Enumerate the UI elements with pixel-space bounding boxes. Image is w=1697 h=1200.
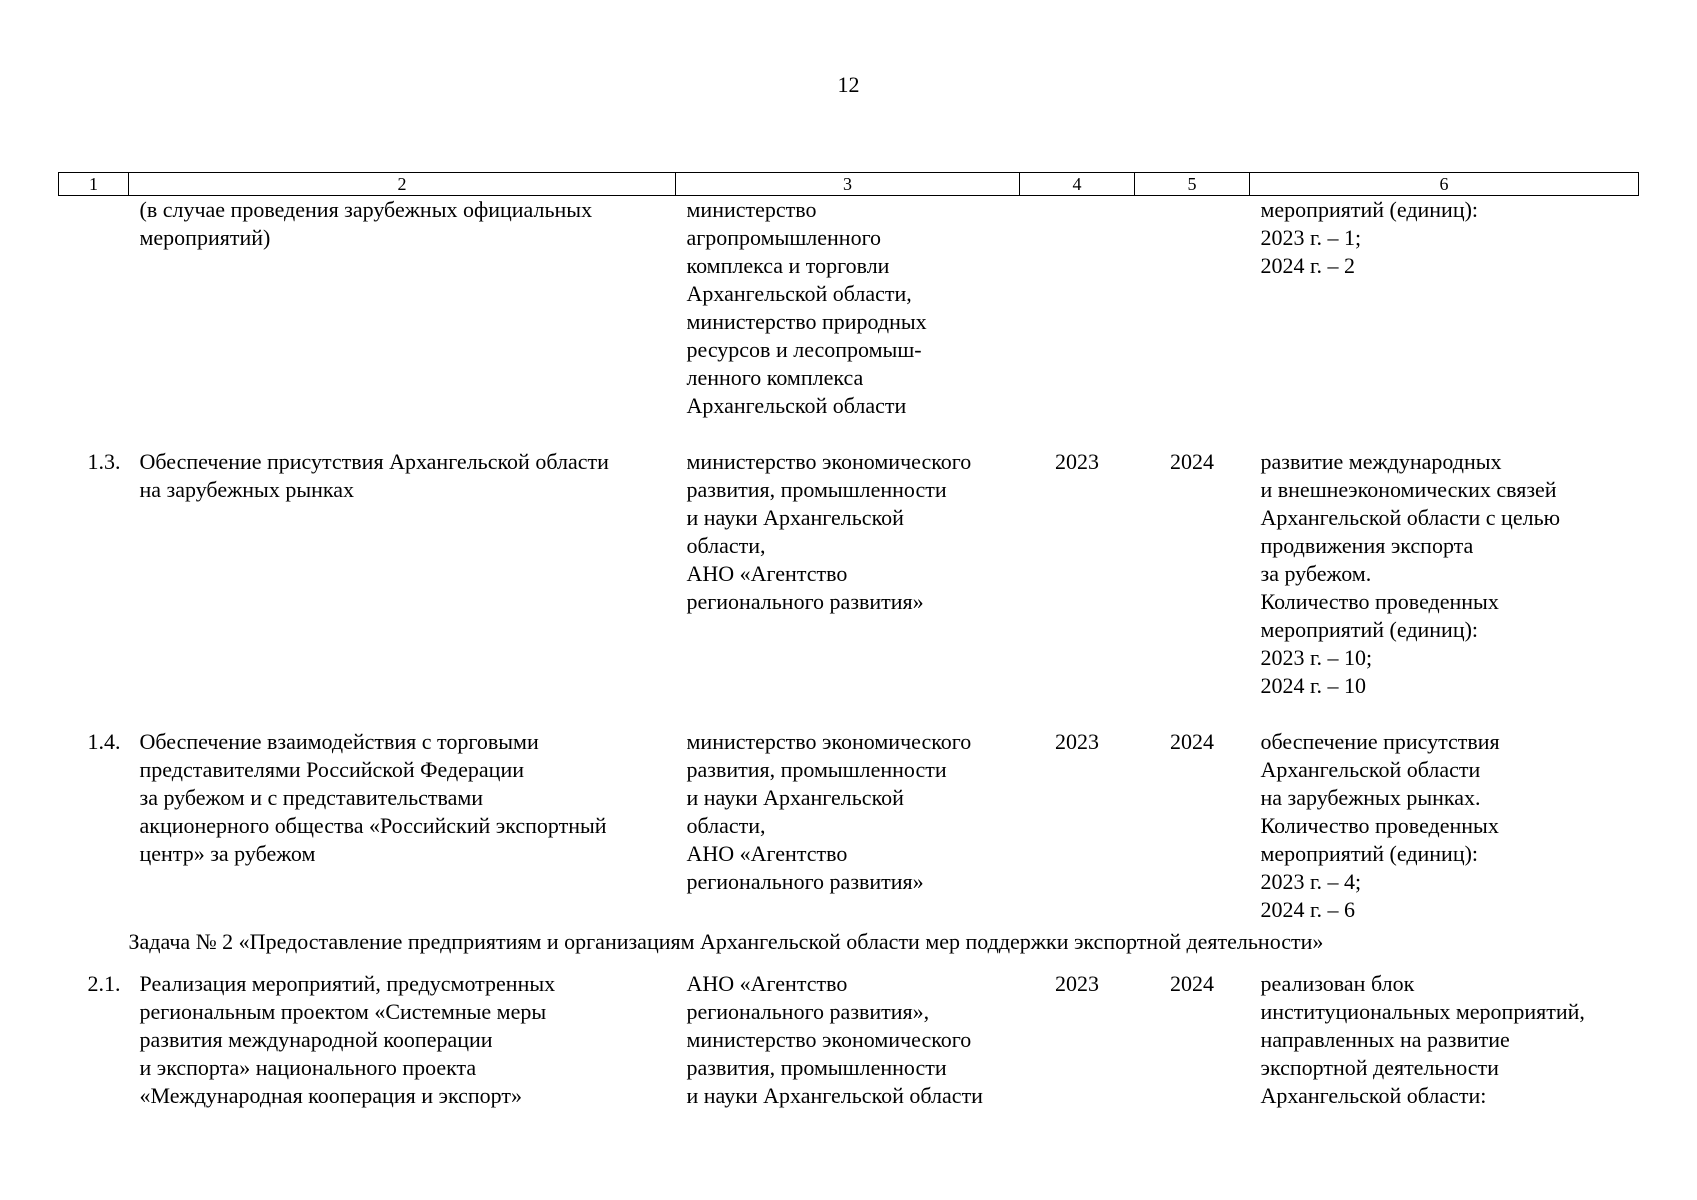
item-start-year: 2023 [1055, 449, 1099, 474]
column-number: 4 [1020, 173, 1135, 196]
item-executors-line: области, [686, 533, 766, 558]
item-name [129, 970, 676, 1110]
item-result-line: Архангельской области с целью [1260, 505, 1561, 530]
item-executors-line: регионального развития» [686, 589, 924, 614]
item-result-line: Архангельской области: [1260, 1083, 1487, 1108]
item-executors-line: развития, промышленности [686, 1055, 947, 1080]
item-executors-line: АНО «Агентство [686, 971, 848, 996]
item-result-line: 2023 г. – 10; [1260, 645, 1373, 670]
item-name-line: Обеспечение взаимодействия с торговыми [139, 729, 539, 754]
item-end-year: 2024 [1170, 449, 1214, 474]
table-row [59, 970, 1639, 1110]
item-name-line: за рубежом и с представительствами [139, 785, 484, 810]
item-executors-line: министерство экономического [686, 1027, 972, 1052]
item-result-line: мероприятий (единиц): [1260, 617, 1479, 642]
item-end-year [1135, 196, 1250, 421]
table-row [59, 196, 1639, 421]
item-executors-line: развития, промышленности [686, 757, 947, 782]
column-number: 2 [129, 173, 676, 196]
item-executors-line: комплекса и торговли [686, 253, 890, 278]
item-executors-line: агропромышленного [686, 225, 882, 250]
item-name [129, 728, 676, 924]
item-result-line: 2023 г. – 1; [1260, 225, 1362, 250]
item-executors-line: министерство экономического [686, 449, 972, 474]
item-name-line: Обеспечение присутствия Архангельской области [139, 449, 609, 474]
item-number: 1.3. [87, 449, 121, 474]
item-name-line: «Международная кооперация и экспорт» [139, 1083, 522, 1108]
item-result-line: Количество проведенных [1260, 589, 1499, 614]
column-numbers-header [59, 173, 1639, 196]
item-name-line: развития международной кооперации [139, 1027, 493, 1052]
item-executors-line: министерство [686, 197, 817, 222]
item-result [1250, 196, 1639, 421]
item-name-line: акционерного общества «Российский экспортный [139, 813, 607, 838]
item-result-line: Архангельской области [1260, 757, 1481, 782]
item-executors-line: министерство природных [686, 309, 927, 334]
item-executors-line: и науки Архангельской области [686, 1083, 983, 1108]
item-result-line: развитие международных [1260, 449, 1502, 474]
task-heading-row [59, 924, 1639, 970]
item-name [129, 196, 676, 421]
table-row [59, 728, 1639, 924]
item-executors [676, 196, 1020, 421]
item-executors-line: Архангельской области [686, 393, 907, 418]
item-name-line: мероприятий) [139, 225, 271, 250]
row-spacer-cell [59, 420, 1639, 448]
item-result-line: 2024 г. – 10 [1260, 673, 1367, 698]
item-result-line: Количество проведенных [1260, 813, 1499, 838]
column-number: 5 [1135, 173, 1250, 196]
item-executors-line: министерство экономического [686, 729, 972, 754]
item-result-line: 2023 г. – 4; [1260, 869, 1362, 894]
item-start-year: 2023 [1055, 971, 1099, 996]
item-executors-line: АНО «Агентство [686, 561, 848, 586]
item-result-line: обеспечение присутствия [1260, 729, 1500, 754]
item-result-line: 2024 г. – 2 [1260, 253, 1356, 278]
item-name-line: и экспорта» национального проекта [139, 1055, 477, 1080]
item-name-line: центр» за рубежом [139, 841, 316, 866]
item-result-line: мероприятий (единиц): [1260, 841, 1479, 866]
item-result-line: мероприятий (единиц): [1260, 197, 1479, 222]
item-name-line: представителями Российской Федерации [139, 757, 525, 782]
row-spacer-cell [59, 700, 1639, 728]
item-result-line: 2024 г. – 6 [1260, 897, 1356, 922]
item-result-line: продвижения экспорта [1260, 533, 1474, 558]
item-executors-line: и науки Архангельской [686, 505, 904, 530]
item-name-line: на зарубежных рынках [139, 477, 355, 502]
item-result [1250, 448, 1639, 700]
item-result-line: на зарубежных рынках. [1260, 785, 1481, 810]
column-number: 1 [59, 173, 129, 196]
measures-table [58, 172, 1639, 1110]
item-executors-line: регионального развития», [686, 999, 930, 1024]
item-result-line: за рубежом. [1260, 561, 1372, 586]
item-result-line: реализован блок [1260, 971, 1415, 996]
item-executors-line: АНО «Агентство [686, 841, 848, 866]
item-result-line: институциональных мероприятий, [1260, 999, 1585, 1024]
item-result-line: направленных на развитие [1260, 1027, 1510, 1052]
item-result [1250, 728, 1639, 924]
item-end-year: 2024 [1170, 971, 1214, 996]
item-name-line: Реализация мероприятий, предусмотренных [139, 971, 556, 996]
row-spacer [59, 420, 1639, 448]
item-executors [676, 970, 1020, 1110]
task-heading: Задача № 2 «Предоставление предприятиям и организациям Архангельской области мер поддержки экспортной деятельности» [128, 929, 1324, 954]
item-executors-line: и науки Архангельской [686, 785, 904, 810]
item-number: 2.1. [87, 971, 121, 996]
table-row [59, 448, 1639, 700]
column-number: 6 [1250, 173, 1639, 196]
item-start-year: 2023 [1055, 729, 1099, 754]
row-spacer [59, 700, 1639, 728]
item-result-line: и внешнеэкономических связей [1260, 477, 1557, 502]
item-name-line: региональным проектом «Системные меры [139, 999, 547, 1024]
page-number: 12 [837, 72, 860, 97]
item-name-line: (в случае проведения зарубежных официальных [139, 197, 593, 222]
item-executors-line: Архангельской области, [686, 281, 912, 306]
item-executors [676, 728, 1020, 924]
item-name [129, 448, 676, 700]
item-executors-line: развития, промышленности [686, 477, 947, 502]
item-executors [676, 448, 1020, 700]
item-result-line: экспортной деятельности [1260, 1055, 1499, 1080]
item-executors-line: области, [686, 813, 766, 838]
item-executors-line: регионального развития» [686, 869, 924, 894]
item-number: 1.4. [87, 729, 121, 754]
item-end-year: 2024 [1170, 729, 1214, 754]
column-number: 3 [676, 173, 1020, 196]
item-result [1250, 970, 1639, 1110]
item-executors-line: ресурсов и лесопромыш- [686, 337, 922, 362]
item-executors-line: ленного комплекса [686, 365, 864, 390]
item-number [59, 196, 129, 421]
item-start-year [1020, 196, 1135, 421]
